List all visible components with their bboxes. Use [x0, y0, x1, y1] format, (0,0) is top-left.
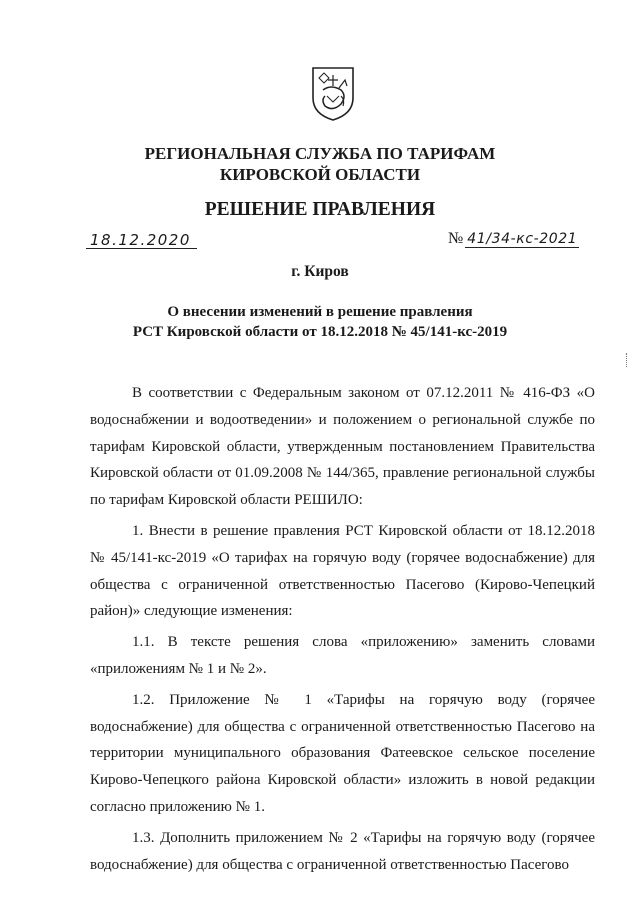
margin-mark	[626, 353, 629, 367]
document-city: г. Киров	[291, 263, 349, 280]
paragraph-item-1-2: 1.2. Приложение № 1 «Тарифы на горячую воду (горячее водоснабжение) для общества с ограниченной ответственностью Пасегово на территории муниципального образования Фатеевское сельское поселение Кирово-Чепецкого района Кировской области» изложить в новой редакции согласно приложению № 1.	[90, 691, 595, 815]
number-sign: №	[448, 230, 464, 247]
paragraph-item-1: 1. Внести в решение правления РСТ Кировской области от 18.12.2018 № 45/141-кс-2019 «О тарифах на горячую воду (горячее водоснабжение) для общества с ограниченной ответственностью Пасегово (Кирово-Чепецкий район)» следующие изменения:	[90, 522, 595, 620]
paragraph-item-1-3: 1.3. Дополнить приложением № 2 «Тарифы на горячую воду (горячее водоснабжение) для общества с ограниченной ответственностью Пасегово	[90, 829, 595, 873]
organization-name-line1: РЕГИОНАЛЬНАЯ СЛУЖБА ПО ТАРИФАМ	[144, 144, 496, 163]
coat-of-arms-icon	[311, 66, 355, 122]
document-number-value: 41/34-кс-2021	[467, 231, 578, 247]
paragraph-preamble: В соответствии с Федеральным законом от 07.12.2011 № 416-ФЗ «О водоснабжении и водоотведении» и положением о региональной службе по тарифам Кировской области, утвержденным постановлением Правительства Кировской области от 01.09.2008 № 144/365, правление региональной службы по тарифам Кировской области РЕШИЛО:	[90, 385, 595, 509]
document-title: РЕШЕНИЕ ПРАВЛЕНИЯ	[204, 199, 436, 220]
document-number	[448, 230, 579, 248]
document-subject-line1: О внесении изменений в решение правления	[167, 304, 473, 320]
document-subject-line2: РСТ Кировской области от 18.12.2018 № 45/141-кс-2019	[132, 324, 508, 340]
paragraph-item-1-1: 1.1. В тексте решения слова «приложению» заменить словами «приложениям № 1 и № 2».	[90, 634, 595, 677]
document-date: 18.12.2020	[86, 232, 197, 249]
document-body	[90, 380, 595, 878]
organization-name-line2: КИРОВСКОЙ ОБЛАСТИ	[219, 165, 421, 184]
